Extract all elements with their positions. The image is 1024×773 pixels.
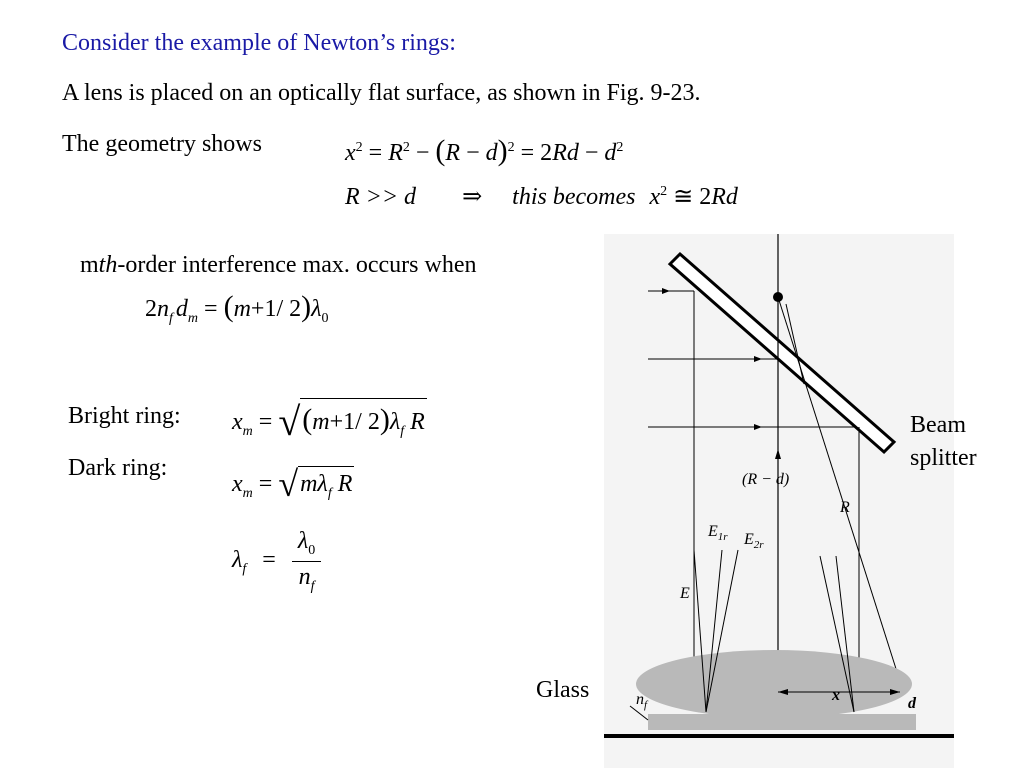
beam-label-2: splitter <box>910 445 977 471</box>
intro-text: A lens is placed on an optically flat surface, as shown in Fig. 9-23. <box>62 80 701 106</box>
geometry-label: The geometry shows <box>62 131 262 157</box>
label-e2r: $E_{2r}$ <box>744 531 764 551</box>
lens <box>636 650 912 718</box>
label-x: x <box>832 687 840 704</box>
equation-approx: R >> d ⇒ this becomes $x^2$ ≅ 2Rd <box>345 184 738 210</box>
beam-label-1: Beam <box>910 412 966 438</box>
equation-bright-ring: $x_m = √(m+1/$ $2)\lambda_f$ R <box>232 399 425 444</box>
dark-ring-label: Dark ring: <box>68 455 168 481</box>
figure-diagram <box>604 234 954 768</box>
label-r-minus-d: (R − d) <box>742 471 790 488</box>
label-nf: $n_f$ <box>636 691 648 711</box>
newtons-rings-figure <box>604 234 954 768</box>
slide-title: Consider the example of Newton’s rings: <box>62 30 456 56</box>
glass-label: Glass <box>536 677 590 703</box>
equation-geometry: $x^2 = R^2 - (R - d)^2 = 2Rd - d^2$ <box>345 134 624 167</box>
glass-plate <box>648 714 916 730</box>
label-r: R <box>840 499 850 516</box>
label-d: d <box>908 695 916 712</box>
equation-maxima: $2n_f$ $d_m = (m+1/$ $2)\lambda_0$ <box>145 290 329 326</box>
equation-lambda-f: $\lambda_f$ = $\frac{\lambda_0}{n_f}$ <box>232 528 321 595</box>
label-e: E <box>680 585 690 602</box>
equation-dark-ring: $x_m = √m\lambda_f$ R <box>232 464 353 504</box>
bright-ring-label: Bright ring: <box>68 403 181 429</box>
label-e1r: $E_{1r}$ <box>708 523 728 543</box>
order-text: mth-order interference max. occurs when <box>80 252 477 278</box>
